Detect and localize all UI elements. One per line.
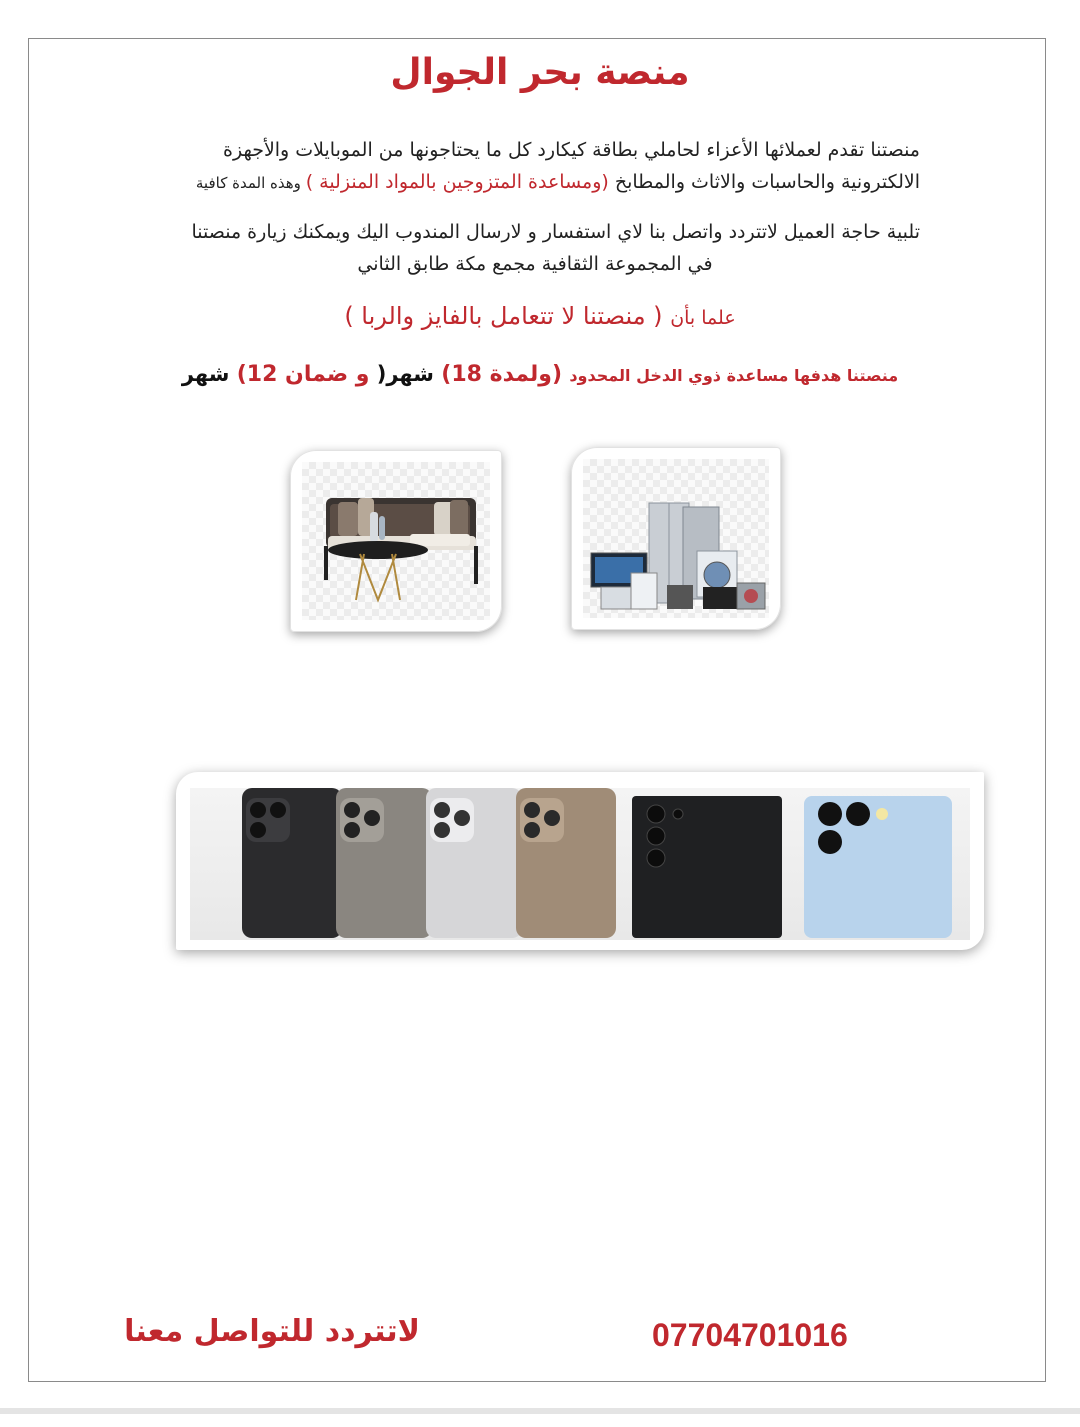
goal-term-unit: شهر( (376, 362, 434, 386)
riba-notice (0, 302, 1080, 330)
intro-paragraph (150, 134, 920, 199)
phones-banner (176, 772, 984, 950)
service-line-1: تلبية حاجة العميل لاتتردد واتصل بنا لاي استفسار و لارسال المندوب اليك ويمكنك زيارة منصتنا (191, 221, 920, 243)
appliances-card (571, 447, 781, 630)
intro-line-2-end: وهذه المدة كافية (195, 174, 306, 192)
furniture-card (290, 450, 502, 632)
service-line-2: في المجموعة الثقافية مجمع مكة طابق الثاني (357, 253, 713, 275)
service-paragraph (150, 216, 920, 280)
notice-text: ( منصتنا لا تتعامل بالفايز والربا ) (344, 302, 663, 330)
contact-phone[interactable]: 07704701016 (652, 1317, 848, 1353)
sofa-icon (290, 450, 502, 632)
page-title: منصة بحر الجوال (390, 52, 690, 93)
notice-lead: علما بأن (670, 307, 736, 329)
appliances-icon (571, 447, 781, 630)
contact-cta: لاتتردد للتواصل معنا (124, 1314, 420, 1349)
goal-warranty-unit: شهر (181, 362, 230, 386)
goal-lead: منصتنا هدفها مساعدة ذوي الدخل المحدود (569, 366, 899, 385)
intro-line-1: منصتنا تقدم لعملائها الأعزاء لحاملي بطاقة كيكارد كل ما يحتاجونها من الموبايلات والأجهزة (223, 139, 920, 161)
smartphones-icon (190, 788, 970, 940)
intro-line-2-start: الالكترونية والحاسبات والاثاث والمطابخ (608, 171, 920, 193)
bottom-divider (0, 1408, 1080, 1414)
goal-statement (0, 362, 1080, 387)
newlyweds-highlight: (ومساعدة المتزوجين بالمواد المنزلية ) (305, 171, 609, 193)
goal-warranty: و ضمان 12) (236, 362, 370, 387)
goal-term: (ولمدة 18) (441, 362, 563, 387)
